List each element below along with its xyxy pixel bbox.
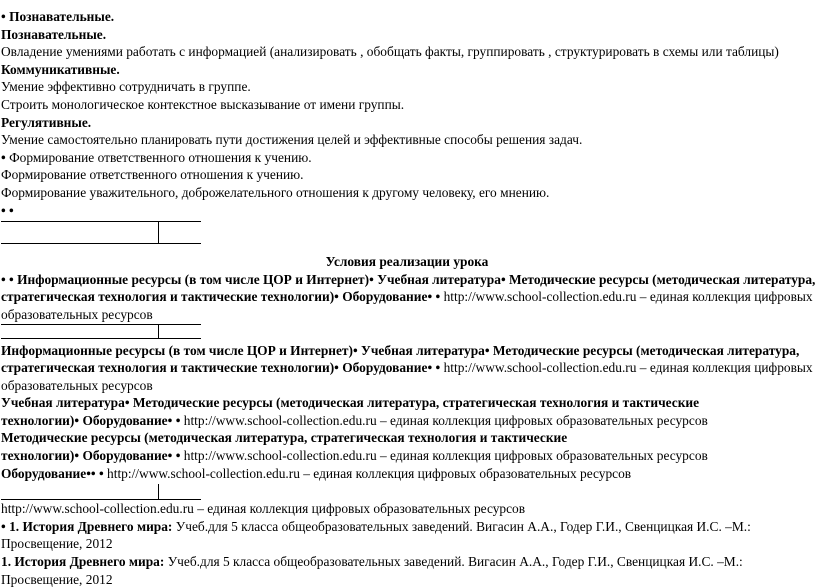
conditions-block4-line1 [1,429,813,447]
equipment-label: Оборудование [82,448,168,464]
equipment-label: Оборудование [342,289,428,305]
literature-description: Учеб.для 5 класса общеобразовательных заведений. Вигасин А.А., Годер Г.И., Свенцицкая И.С. –М.: [175,518,751,534]
bullet: • [1,518,6,534]
table-cell-divider [158,484,159,499]
bullet: • • [1,271,14,287]
literature-label: Учебная литература [361,342,485,358]
table-border-bottom [1,243,201,244]
personal-skill-3: Формирование уважительного, доброжелательного отношения к другому человеку, его мнению. [1,184,550,200]
literature-item-1-line1 [1,518,813,536]
literature-title: 1. История Древнего мира: [1,554,165,570]
table-border-bottom [1,499,201,500]
table-cell-divider [158,324,159,338]
collection-link-text: http://www.school-collection.edu.ru – единая коллекция цифровых образовательных ресурсов [107,465,632,481]
literature-item-1-line2: Просвещение, 2012 [1,536,113,552]
table-cell-divider [158,221,159,243]
bullet: • [167,412,173,428]
communicative-skill-1: Умение эффективно сотрудничать в группе. [1,79,251,95]
collection-link-text: http://www.school-collection.edu.ru – единая коллекция цифровых образовательных ресурсов [183,448,708,464]
document-body [1,8,816,588]
bullet: • [427,360,433,376]
cognitive-subheading-line [1,26,813,44]
regulative-heading-line [1,114,813,132]
conditions-block1-line1 [1,271,816,289]
personal-skill-1: Формирование ответственного отношения к учению. [9,149,312,165]
strategy-label: технологии) [1,412,75,428]
conditions-block1-line2 [1,288,813,306]
bullet: • [74,412,80,428]
end-bullets-line [1,202,813,220]
collection-link-text: http://www.school-collection.edu.ru – единая коллекция цифровых [443,289,813,305]
conditions-block3-line1 [1,394,813,412]
communicative-skill-2: Строить монологическое контекстное высказывание от имени группы. [1,96,405,112]
empty-table-fragment [1,219,813,253]
bullet: • [369,271,374,287]
method-resources-label: Методические ресурсы (методическая литература, стратегическая технология и тактические [1,430,568,446]
bullet: • [86,465,91,481]
table-border-top [1,324,201,325]
bullet: • [175,412,181,428]
method-resources-label: Методические ресурсы (методическая литература, [492,342,800,358]
communicative-heading-line [1,61,813,79]
literature-item-2-line2: Просвещение, 2012 [1,571,113,587]
personal-skill-1-line [1,149,813,167]
bullet: • [435,289,441,305]
conditions-block4-line2 [1,447,813,465]
literature-title: 1. История Древнего мира: [9,518,173,534]
conditions-title: Условия реализации урока [325,254,489,270]
bullet: • [124,395,130,411]
bullet: • [334,360,339,376]
cognitive-heading: Познавательные. [9,9,115,24]
literature-item-2-line1 [1,553,813,571]
bullet: • [484,342,490,358]
bullet: • [90,465,96,481]
bullet: • [1,149,6,165]
conditions-block2-line3: образовательных ресурсов [1,377,153,393]
bullet: • [435,360,441,376]
bullet: • [352,342,358,358]
strategy-label: стратегическая технология и тактические технологии) [1,289,335,305]
personal-skill-2: Формирование ответственного отношения к учению. [1,167,304,183]
bullet: • [334,289,339,305]
bullet: • [167,448,173,464]
cognitive-heading-line [1,8,813,26]
cognitive-subheading: Познавательные. [1,26,107,42]
literature-label: Учебная литература [1,395,125,411]
empty-table-fragment-3 [1,482,813,500]
bullet: • [98,465,104,481]
empty-table-fragment-2 [1,324,813,342]
collection-link-text: http://www.school-collection.edu.ru – единая коллекция цифровых образовательных ресурсов [183,412,708,428]
strategy-label: стратегическая технология и тактические технологии) [1,360,335,376]
bullet: • [500,271,506,287]
bullet: • [1,9,6,24]
method-resources-label: Методические ресурсы (методическая литература, [509,271,816,287]
info-resources-label: Информационные ресурсы (в том числе ЦОР и Интернет) [1,342,353,358]
conditions-block3-line2 [1,412,813,430]
literature-description: Учеб.для 5 класса общеобразовательных заведений. Вигасин А.А., Годер Г.И., Свенцицкая И.С. –М.: [167,554,743,570]
equipment-label: Оборудование [1,465,87,481]
bullet: • [74,448,80,464]
conditions-block2-line2 [1,359,813,377]
equipment-label: Оборудование [82,412,168,428]
regulative-heading: Регулятивные. [1,114,92,130]
conditions-block2-line1 [1,342,813,360]
info-resources-label: Информационные ресурсы (в том числе ЦОР и Интернет) [17,271,370,287]
conditions-block1-line3: образовательных ресурсов [1,306,153,322]
cognitive-skill-1: Овладение умениями работать с информацией (анализировать , обобщать факты, группировать , структурировать в схемы или таблицы) [1,44,779,60]
conditions-block5-line1 [1,465,813,483]
equipment-label: Оборудование [342,360,428,376]
bullet: • • [1,202,14,218]
collection-link-text: http://www.school-collection.edu.ru – единая коллекция цифровых [443,360,813,376]
communicative-heading: Коммуникативные. [1,61,120,77]
strategy-label: технологии) [1,448,75,464]
literature-label: Учебная литература [377,271,501,287]
method-resources-label: Методические ресурсы (методическая литература, стратегическая технология и тактические [132,395,700,411]
regulative-skill-1: Умение самостоятельно планировать пути достижения целей и эффективные способы решения задач. [1,132,583,148]
bullet: • [427,289,433,305]
bullet: • [175,448,181,464]
table-border-bottom [1,338,201,339]
table-border-top [1,221,201,222]
conditions-block6: http://www.school-collection.edu.ru – единая коллекция цифровых образовательных ресурсов [1,501,526,517]
